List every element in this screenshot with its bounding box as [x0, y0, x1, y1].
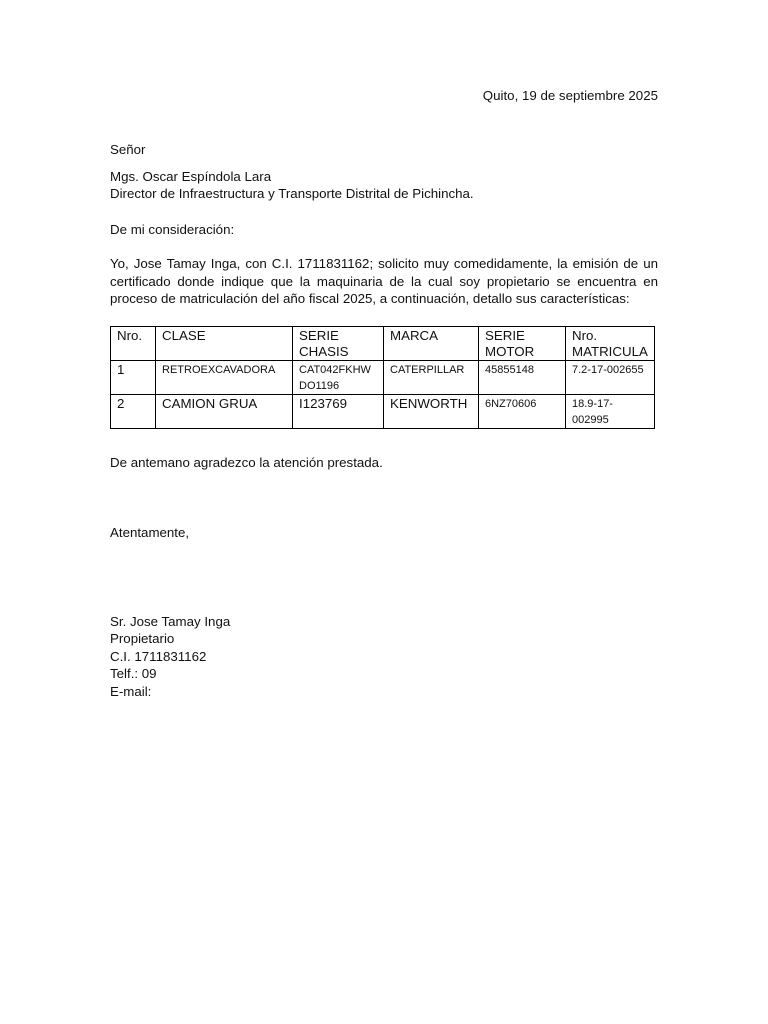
- recipient-title: Director de Infraestructura y Transporte Distrital de Pichincha.: [110, 186, 474, 201]
- cell-nro-matricula: 7.2-17-002655: [566, 361, 655, 395]
- letter-date: Quito, 19 de septiembre 2025: [482, 88, 658, 103]
- cell-marca: CATERPILLAR: [384, 361, 479, 395]
- cell-clase: CAMION GRUA: [156, 395, 293, 429]
- table-header-row: [111, 327, 655, 361]
- cell-clase: RETROEXCAVADORA: [156, 361, 293, 395]
- signature-role: Propietario: [110, 631, 175, 646]
- header-marca: MARCA: [384, 327, 479, 361]
- header-nro: Nro.: [111, 327, 156, 361]
- cell-serie-motor: 6NZ70606: [479, 395, 566, 429]
- signature-id: C.I. 1711831162: [110, 649, 207, 664]
- signature-name: Sr. Jose Tamay Inga: [110, 614, 231, 629]
- signature-phone: Telf.: 09: [110, 666, 157, 681]
- greeting: De mi consideración:: [110, 222, 235, 237]
- header-nro-matricula: Nro. MATRICULA: [566, 327, 655, 361]
- header-clase: CLASE: [156, 327, 293, 361]
- cell-nro: 2: [111, 395, 156, 429]
- cell-serie-chasis: CAT042FKHWDO1196: [293, 361, 384, 395]
- machinery-table: [110, 326, 655, 429]
- salutation: Señor: [110, 142, 146, 157]
- table-row: [111, 395, 655, 429]
- cell-serie-chasis: I123769: [293, 395, 384, 429]
- letter-body: Yo, Jose Tamay Inga, con C.I. 1711831162; solicito muy comedidamente, la emisión de un certificado donde indique que la maquinaria de la cual soy propietario se encuentra en proceso de matriculación del año fiscal 2025, a continuación, detallo sus características:: [110, 256, 658, 306]
- signature-email: E-mail:: [110, 684, 152, 699]
- thanks-line: De antemano agradezco la atención prestada.: [110, 455, 383, 470]
- table-row: [111, 361, 655, 395]
- closing: Atentamente,: [110, 525, 190, 540]
- cell-nro-matricula: 18.9-17-002995: [566, 395, 655, 429]
- cell-marca: KENWORTH: [384, 395, 479, 429]
- header-serie-chasis: SERIE CHASIS: [293, 327, 384, 361]
- cell-serie-motor: 45855148: [479, 361, 566, 395]
- cell-nro: 1: [111, 361, 156, 395]
- header-serie-motor: SERIE MOTOR: [479, 327, 566, 361]
- recipient-name: Mgs. Oscar Espíndola Lara: [110, 169, 272, 184]
